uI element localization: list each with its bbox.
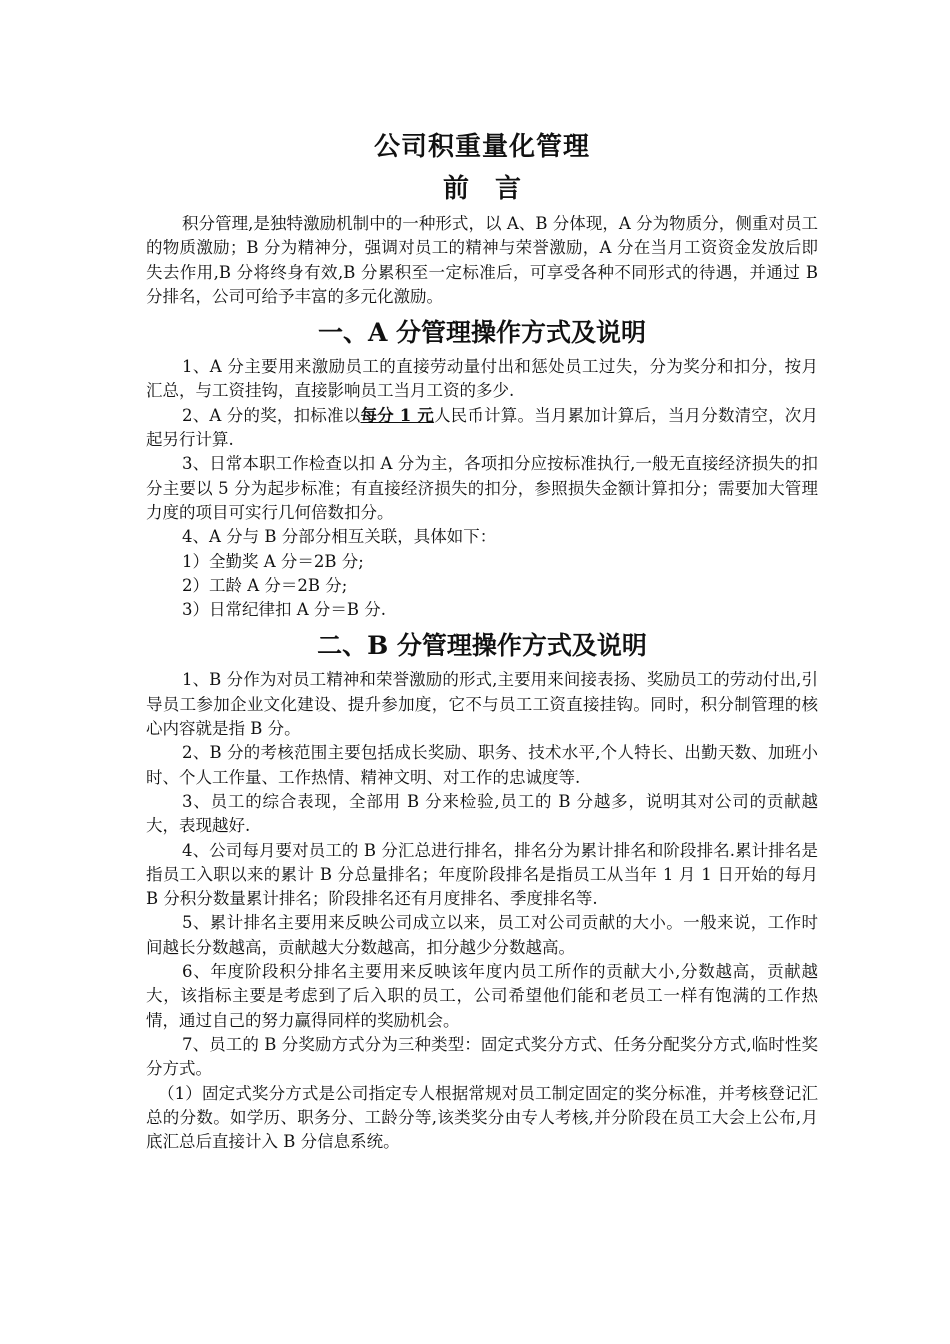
list-item: 1）全勤奖 A 分＝2B 分; (182, 551, 364, 571)
emphasized-rate: 每分 1 元 (360, 405, 434, 425)
section-b-heading: 二、B 分管理操作方式及说明 (317, 631, 647, 661)
paragraph-text: 2、A 分的奖，扣标准以 (182, 405, 361, 425)
section-b-paragraph-7: 7、员工的 B 分奖励方式分为三种类型：固定式奖分方式、任务分配奖分方式,临时性奖分方式。 (146, 1034, 818, 1079)
section-b-paragraph-1: 1、B 分作为对员工精神和荣誉激励的形式,主要用来间接表扬、奖励员工的劳动付出,引导员工参加企业文化建设、提升参加度，它不与员工工资直接挂钩。同时，积分制管理的核心内容就是指 B 分。 (146, 670, 818, 739)
section-b-paragraph-2: 2、B 分的考核范围主要包括成长奖励、职务、技术水平,个人特长、出勤天数、加班小时、个人工作量、工作热情、精神文明、对工作的忠诚度等. (146, 743, 818, 787)
preface-heading: 前 言 (442, 174, 521, 204)
section-a-paragraph-1: 1、A 分主要用来激励员工的直接劳动量付出和惩处员工过失，分为奖分和扣分，按月汇总，与工资挂钩，直接影响员工当月工资的多少. (146, 357, 818, 401)
document-page (146, 130, 818, 1154)
section-b-paragraph-3: 3、员工的综合表现，全部用 B 分来检验,员工的 B 分越多，说明其对公司的贡献越大，表现越好. (146, 791, 818, 836)
intro-paragraph: 积分管理,是独特激励机制中的一种形式，以 A、B 分体现，A 分为物质分，侧重对员工的物质激励；B 分为精神分，强调对员工的精神与荣誉激励，A 分在当月工资资金发放后即失去作用,B 分将终身有效,B 分累积至一定标准后，可享受各种不同形式的待遇，并通过 B 分排名，公司可给予丰富的多元化激励。 (146, 214, 818, 306)
section-a-heading: 一、A 分管理操作方式及说明 (317, 318, 647, 348)
section-b-paragraph-5: 5、累计排名主要用来反映公司成立以来，员工对公司贡献的大小。一般来说，工作时间越长分数越高，贡献越大分数越高，扣分越少分数越高。 (146, 913, 818, 957)
list-item: 2）工龄 A 分＝2B 分; (182, 575, 348, 595)
section-a-paragraph-2 (146, 404, 818, 453)
section-b-paragraph-4: 4、公司每月要对员工的 B 分汇总进行排名，排名分为累计排名和阶段排名.累计排名是指员工入职以来的累计 B 分总量排名；年度阶段排名是指员工从当年 1 月 1 日开始的每月 B 分积分数量累计排名；阶段排名还有月度排名、季度排名等. (146, 840, 818, 909)
document-title: 公司积重量化管理 (373, 132, 590, 162)
list-item: 3）日常纪律扣 A 分＝B 分. (182, 600, 387, 620)
paragraph-text: 人民币计算。当月累加计算后，当月分数清空，次月起另行计算. (146, 405, 818, 450)
section-a-paragraph-4: 4、A 分与 B 分部分相互关联，具体如下： (182, 527, 497, 547)
section-a-paragraph-3: 3、日常本职工作检查以扣 A 分为主，各项扣分应按标准执行,一般无直接经济损失的扣分主要以 5 分为起步标准；有直接经济损失的扣分，参照损失金额计算扣分；需要加大管理力度的项目可实行几何倍数扣分。 (146, 454, 818, 522)
section-b-paragraph-6: 6、年度阶段积分排名主要用来反映该年度内员工所作的贡献大小,分数越高，贡献越大，该指标主要是考虑到了后入职的员工，公司希望他们能和老员工一样有饱满的工作热情，通过自己的努力赢得同样的奖励机会。 (146, 962, 818, 1030)
section-b-paragraph-8: （1）固定式奖分方式是公司指定专人根据常规对员工制定固定的奖分标准，并考核登记汇总的分数。如学历、职务分、工龄分等,该类奖分由专人考核,并分阶段在员工大会上公布,月底汇总后直接计入 B 分信息系统。 (146, 1083, 818, 1152)
